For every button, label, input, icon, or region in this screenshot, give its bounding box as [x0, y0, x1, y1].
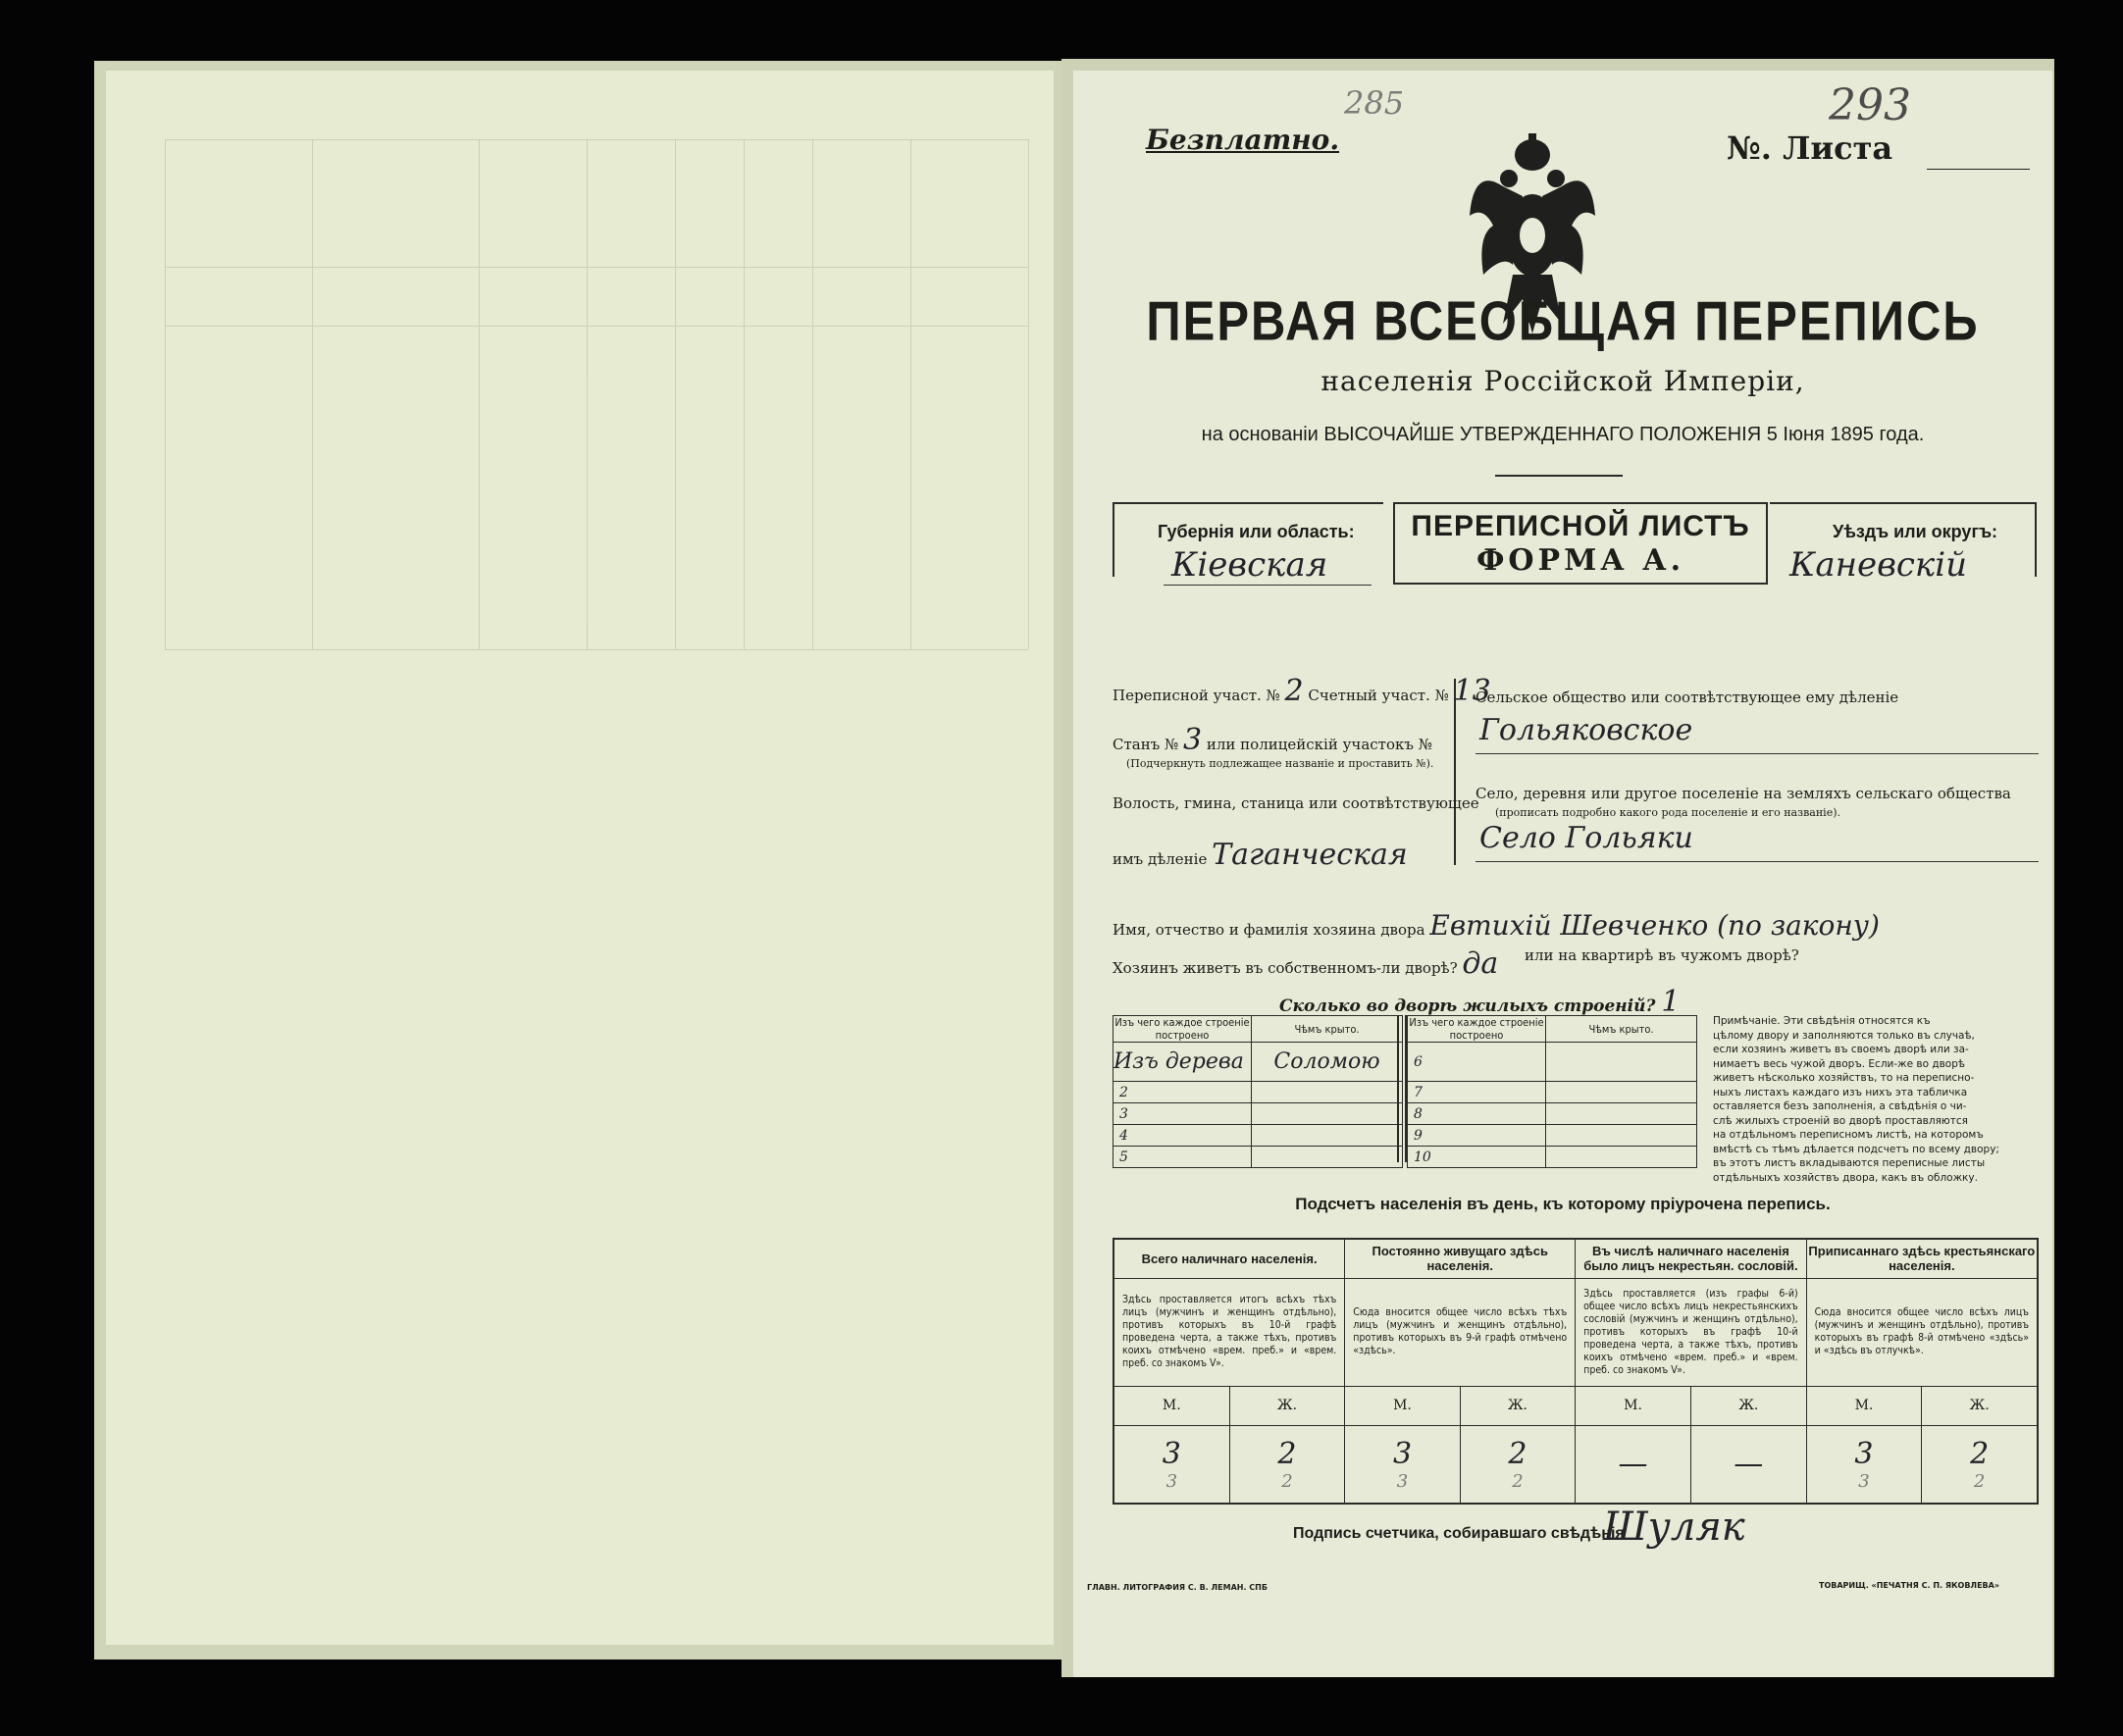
owner-own-yard-value: да — [1462, 946, 1499, 981]
underline-note: (Подчеркнуть подлежащее названіе и проставить №). — [1126, 757, 1434, 770]
population-value-ink: 2 — [1970, 1436, 1990, 1471]
count-district-value: 13 — [1453, 674, 1491, 708]
population-col-desc: Здѣсь проставляется (изъ графы 6-й) общее число всѣхъ лицъ некрестьянскихъ сословій (мужчинъ и женщинъ отдѣльно), противъ которыхъ въ графѣ 10-й проведена черта, а также тѣхъ, противъ коихъ отмѣчено «врем. преб.» и «врем. преб. со знакомъ V». — [1576, 1278, 1807, 1386]
police-label: или полицейскій участокъ № — [1206, 736, 1432, 753]
village-note: (прописать подробно какого рода поселеніе и его названіе). — [1495, 806, 1840, 819]
note-line: на отдѣльномъ переписномъ листѣ, на которомъ — [1713, 1129, 1984, 1141]
population-value-pencil: 3 — [1165, 1470, 1178, 1492]
left-page — [106, 71, 1054, 1645]
population-value-pencil: 2 — [1512, 1470, 1524, 1492]
population-col-desc: Сюда вносится общее число всѣхъ лицъ (мужчинъ и женщинъ отдѣльно), противъ которыхъ въ графѣ 8-й отмѣчено «здѣсь» и «здѣсь въ отлучкѣ». — [1806, 1278, 2038, 1386]
population-col-title: Приписаннаго здѣсь крестьянскаго населенія. — [1806, 1239, 2038, 1278]
province-label: Губернія или область: — [1158, 522, 1355, 541]
sex-label: М. — [1345, 1386, 1460, 1425]
population-value-pencil: 3 — [1858, 1470, 1870, 1492]
population-heading: Подсчетъ населенія въ день, къ которому пріурочена перепись. — [1295, 1195, 1831, 1213]
note-line: оставляется безъ заполненія, а свѣдѣнія о чи- — [1713, 1100, 1967, 1112]
pencil-sheet-number: 293 — [1829, 80, 1911, 130]
form-header-box — [1113, 502, 2039, 639]
owner-name-label: Имя, отчество и фамилія хозяина двора — [1113, 921, 1425, 939]
pencil-page-mark: 285 — [1344, 84, 1405, 122]
note-line: отдѣльныхъ хозяйствъ двора, какъ въ обложку. — [1713, 1171, 1978, 1184]
census-subtitle: населенія Россійской Имперіи, — [1320, 365, 1805, 397]
note-line: живетъ нѣсколько хозяйствъ, то на переписно- — [1713, 1072, 1975, 1084]
population-col-desc: Сюда вносится общее число всѣхъ тѣхъ лицъ (мужчинъ и женщинъ отдѣльно), противъ которыхъ въ 9-й графѣ отмѣчено «здѣсь». — [1345, 1278, 1576, 1386]
province-value: Кіевская — [1171, 545, 1328, 585]
note-line: слѣ жилыхъ строеній во дворѣ проставляются — [1713, 1114, 1968, 1127]
stan-label: Станъ № — [1113, 736, 1179, 753]
note-line: вмѣстѣ съ тѣмъ дѣлается подсчетъ по всему двору; — [1713, 1143, 1999, 1155]
population-value-ink: — — [1734, 1447, 1764, 1482]
population-col-title: Постоянно живущаго здѣсь населенія. — [1345, 1239, 1576, 1278]
sex-label: Ж. — [1690, 1386, 1806, 1425]
population-value — [1113, 1425, 1229, 1504]
form-subtitle: ФОРМА А. — [1476, 543, 1685, 578]
population-value-ink: 3 — [1162, 1436, 1181, 1471]
buildings-count-label: Сколько во дворѣ жилыхъ строеній? — [1279, 996, 1656, 1016]
note-line: нимаетъ весь чужой дворъ. Если-же во дворѣ — [1713, 1057, 1965, 1070]
count-district-label: Счетный участ. № — [1308, 687, 1449, 704]
population-value-ink: 3 — [1392, 1436, 1413, 1471]
village-value: Село Гольяки — [1479, 821, 1693, 855]
signature-label: Подпись счетчика, собиравшаго свѣдѣнія — [1293, 1525, 1625, 1542]
volost-label-2: имъ дѣленіе — [1113, 850, 1208, 868]
population-value-pencil: 2 — [1281, 1470, 1293, 1492]
society-label: Сельское общество или соотвѣтствующее ему дѣленіе — [1476, 689, 1899, 706]
census-district-label: Переписной участ. № — [1113, 687, 1280, 704]
population-col-title: Всего наличнаго населенія. — [1113, 1239, 1345, 1278]
bleed-through-grid — [165, 139, 1028, 649]
note-line: въ этотъ листъ вкладываются переписные листы — [1713, 1157, 1986, 1169]
population-value — [1460, 1425, 1575, 1504]
free-label: Безплатно. — [1146, 124, 1340, 156]
population-value-ink: 2 — [1508, 1436, 1528, 1471]
population-value — [1806, 1425, 1922, 1504]
sheet-number-line — [1927, 169, 2030, 170]
owner-name-value: Евтихій Шевченко (по закону) — [1429, 909, 1880, 942]
population-value — [1690, 1425, 1806, 1504]
village-label: Село, деревня или другое поселеніе на земляхъ сельскаго общества — [1476, 785, 2011, 802]
owner-rent-label: или на квартирѣ въ чужомъ дворѣ? — [1525, 946, 1799, 964]
population-value-ink: 2 — [1277, 1436, 1297, 1471]
population-table — [1113, 1238, 2039, 1505]
sheet-number-label: №. Листа — [1727, 129, 1893, 167]
ornament-divider — [1495, 475, 1623, 477]
printer-left: ГЛАВН. ЛИТОГРАФИЯ С. В. ЛЕМАН. СПБ — [1087, 1583, 1268, 1592]
note-line: ныхъ листахъ каждаго изъ нихъ эта табличка — [1713, 1086, 1968, 1098]
signature-value: Шуляк — [1603, 1505, 1745, 1550]
population-value — [1922, 1425, 2038, 1504]
buildings-table-left: Изъ чего каждое строеніе построено Чѣмъ крыто. Изъ дерева Соломою 2 3 4 5 — [1113, 1015, 1403, 1168]
population-value — [1345, 1425, 1460, 1504]
note-line: Примѣчаніе. Эти свѣдѣнія относятся къ — [1713, 1015, 1931, 1027]
sex-label: М. — [1576, 1386, 1691, 1425]
population-col-title: Въ числѣ наличнаго населенія было лицъ некрестьян. сословій. — [1576, 1239, 1807, 1278]
society-value: Гольяковское — [1479, 713, 1693, 747]
note-line: если хозяинъ живетъ въ своемъ дворѣ или за- — [1713, 1044, 1969, 1055]
population-value-ink: — — [1618, 1447, 1648, 1482]
population-value-ink: 3 — [1854, 1436, 1874, 1471]
sex-label: Ж. — [1922, 1386, 2038, 1425]
buildings-note — [1713, 1014, 2046, 1185]
population-col-desc: Здѣсь проставляется итогъ всѣхъ тѣхъ лицъ (мужчинъ и женщинъ отдѣльно), противъ которыхъ въ 10-й графѣ проведена черта, а также тѣхъ, противъ коихъ отмѣчено «врем. преб.» и «врем. преб. со знакомъ V». — [1113, 1278, 1345, 1386]
sex-label: М. — [1113, 1386, 1229, 1425]
note-line: цѣлому двору и заполняются только въ случаѣ, — [1713, 1029, 1975, 1042]
population-value-pencil: 3 — [1396, 1470, 1409, 1492]
buildings-count-value: 1 — [1661, 985, 1681, 1019]
building-row-1-material: Изъ дерева — [1113, 1043, 1252, 1082]
sex-label: Ж. — [1229, 1386, 1345, 1425]
printer-right: ТОВАРИЩ. «ПЕЧАТНЯ С. П. ЯКОВЛЕВА» — [1819, 1581, 1999, 1590]
census-basis: на основаніи ВЫСОЧАЙШЕ УТВЕРЖДЕННАГО ПОЛОЖЕНІЯ 5 Іюня 1895 года. — [1201, 424, 1925, 445]
building-row-1-roof: Соломою — [1252, 1043, 1403, 1082]
district-value: Каневскій — [1789, 545, 1968, 585]
population-value — [1229, 1425, 1345, 1504]
district-label: Уѣздъ или округъ: — [1833, 522, 1998, 541]
stan-value: 3 — [1183, 723, 1203, 757]
buildings-table-right: Изъ чего каждое строеніе построено Чѣмъ крыто. 6 7 8 9 10 — [1407, 1015, 1697, 1168]
sex-label: М. — [1806, 1386, 1922, 1425]
census-district-value: 2 — [1284, 674, 1304, 708]
sex-label: Ж. — [1460, 1386, 1575, 1425]
form-title: ПЕРЕПИСНОЙ ЛИСТЪ — [1411, 510, 1750, 542]
census-title: ПЕРВАЯ ВСЕОБЩАЯ ПЕРЕПИСЬ — [1146, 290, 1980, 353]
volost-label: Волость, гмина, станица или соотвѣтствующее — [1113, 794, 1479, 812]
population-value-pencil: 2 — [1973, 1470, 1986, 1492]
population-value — [1576, 1425, 1691, 1504]
volost-value: Таганческая — [1212, 838, 1408, 872]
owner-own-yard-label: Хозяинъ живетъ въ собственномъ-ли дворѣ? — [1113, 959, 1458, 977]
census-form-page — [1073, 71, 2052, 1677]
